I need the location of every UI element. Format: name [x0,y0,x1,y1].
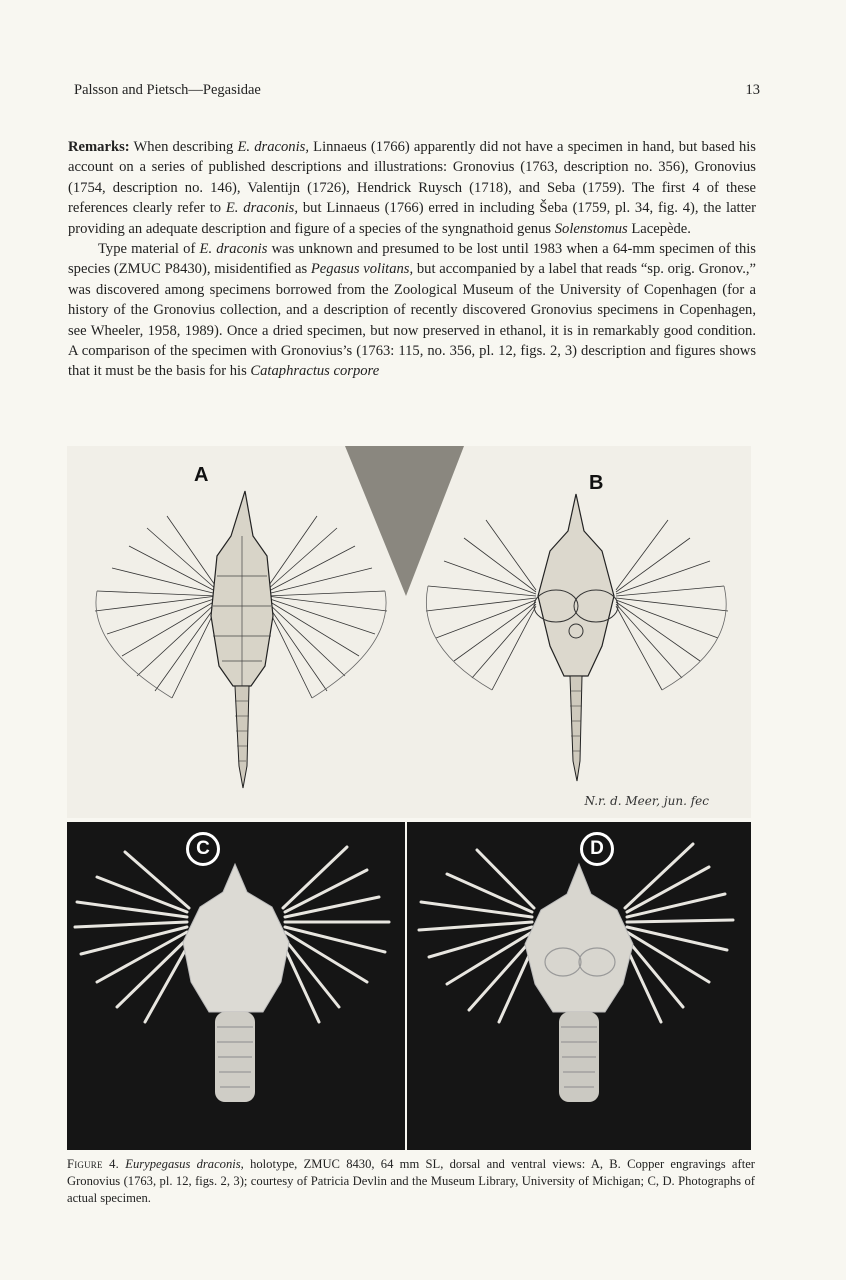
specimen-photo-dorsal [67,822,405,1150]
figure-label: Figure 4. [67,1157,120,1171]
species-name: E. draconis, [237,139,309,155]
text-run: was unknown and presumed to be lost until 1983 when a 64-mm specimen of this species (ZMUC P8430), misidentified as [68,241,756,278]
specimen-photo-ventral [407,822,751,1150]
type-material-paragraph [68,239,756,382]
text-run: When describing [129,139,238,155]
text-run: but accompanied by a label that reads “sp. orig. Gronov.,” was discovered among specimens borrowed from the Zoological Museum of the University of Copenhagen (for a history of the Gronovius collection, and a description of recently discovered Gronovius specimens in Copenhagen, see Wheeler, 1958, 1989). Once a dried specimen, but now preserved in ethanol, it is in remarkably good condition. A comparison of the specimen with Gronovius’s (1763: 115, no. 356, pl. 12, figs. 2, 3) description and figures shows that it must be the basis for his [68,261,756,380]
panel-label-b: B [589,472,604,494]
species-name: Cataphractus corpore [250,363,380,380]
panel-label-d: D [580,832,614,866]
panel-label-c: C [186,832,220,866]
panel-b-engraving-ventral [406,446,751,818]
body-text [68,137,756,382]
panel-d-photo-ventral [407,822,751,1150]
running-header [74,82,760,99]
text-run: Type material of [98,241,200,258]
species-name: E. draconis [199,241,268,258]
panel-c-photo-dorsal [67,822,405,1150]
caption-species: Eurypegasus draconis, [125,1157,244,1171]
genus-name: Solenstomus [554,220,628,237]
text-run: Linnaeus (1766) apparently did not have a specimen in hand, but based his account on a series of published descriptions and illustrations: Gronovius (1763, description no. 356), Gronovius (1754, description no. 146), Valentijn (1726), Hendrick Ruysch (1718), and Seba (1759). The first 4 of these references clearly refer to [68,139,756,217]
panel-a-engraving-dorsal [67,446,406,818]
text-run: but Linnaeus (1766) erred in including Šeba (1759, pl. 34, fig. 4), the latter providing an adequate description and figure of a species of the syngnathoid genus [68,200,756,237]
text-run: Lacepède. [627,220,691,237]
figure-4 [67,446,751,1150]
caption-text: holotype, ZMUC 8430, 64 mm SL, dorsal and ventral views: A, B. Copper engravings after Gronovius (1763, pl. 12, figs. 2, 3); courtesy of Patricia Devlin and the Museum Library, University of Michigan; C, D. Photographs of actual specimen. [67,1157,755,1206]
engraver-signature: N.r. d. Meer, jun. fec [584,794,709,808]
running-title: Palsson and Pietsch—Pegasidae [74,82,261,98]
species-name: E. draconis, [225,200,299,217]
remarks-paragraph [68,137,756,239]
figure-caption [67,1156,755,1208]
engraving-dorsal-illustration [67,446,406,818]
panel-label-a: A [194,464,209,486]
page-number: 13 [745,82,760,98]
engraving-ventral-illustration [406,446,751,818]
species-name: Pegasus volitans, [310,261,414,278]
remarks-heading: Remarks: [68,139,130,155]
